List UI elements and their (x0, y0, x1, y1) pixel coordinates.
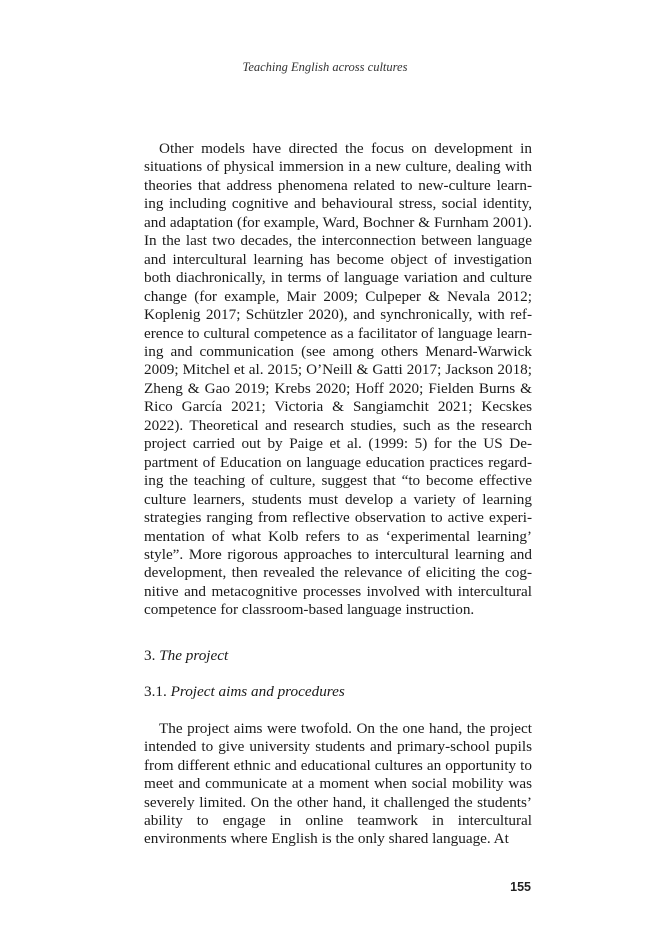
paragraph-intercultural-models: Other models have directed the focus on development in situations of physical immersion in a new culture, dealing with theories that address phenomena related to new-culture learning including cognitive and behavioural stress, social identity, and adaptation (for example, Ward, Bochner & Furnham 2001). In the last two decades, the interconnection between language and intercultural learning has become object of investigation both diachronically, in terms of language variation and culture change (for example, Mair 2009; Culpeper & Nevala 2012; Koplenig 2017; Schützler 2020), and synchronically, with reference to cultural competence as a facilitator of language learning and communication (see among others Menard-Warwick 2009; Mitchel et al. 2015; O’Neill & Gatti 2017; Jackson 2018; Zheng & Gao 2019; Krebs 2020; Hoff 2020; Fielden Burns & Rico García 2021; Victoria & Sangiamchit 2021; Kecskes 2022). Theoretical and research studies, such as the research project carried out by Paige et al. (1999: 5) for the US Department of Education on language education practices regarding the teaching of culture, suggest that “to become effective culture learners, students must develop a variety of learning strategies ranging from reflective observation to active experimentation of what Kolb refers to as ‘experimental learning’ style”. More rigorous approaches to intercultural learning and development, then revealed the relevance of eliciting the cognitive and metacognitive processes involved with intercultural competence for classroom-based language instruction. (144, 140, 532, 619)
paragraph-project-aims: The project aims were twofold. On the one hand, the project intended to give university students and primary-school pupils from different ethnic and educational cultures an opportunity to meet and communicate at a moment when social mobility was severely limited. On the other hand, it challenged the students’ ability to engage in online teamwork in intercultural environments where English is the only shared language. At (144, 719, 532, 848)
subsection-heading-3-1 (144, 683, 532, 701)
section-number: 3. (144, 646, 156, 664)
subsection-number: 3.1. (144, 683, 167, 701)
section-title: The project (159, 646, 229, 664)
subsection-title: Project aims and procedures (170, 683, 345, 701)
section-heading-3 (144, 647, 532, 665)
running-head: Teaching English across cultures (242, 60, 408, 74)
body-text (144, 140, 532, 849)
page-number: 155 (510, 880, 531, 894)
